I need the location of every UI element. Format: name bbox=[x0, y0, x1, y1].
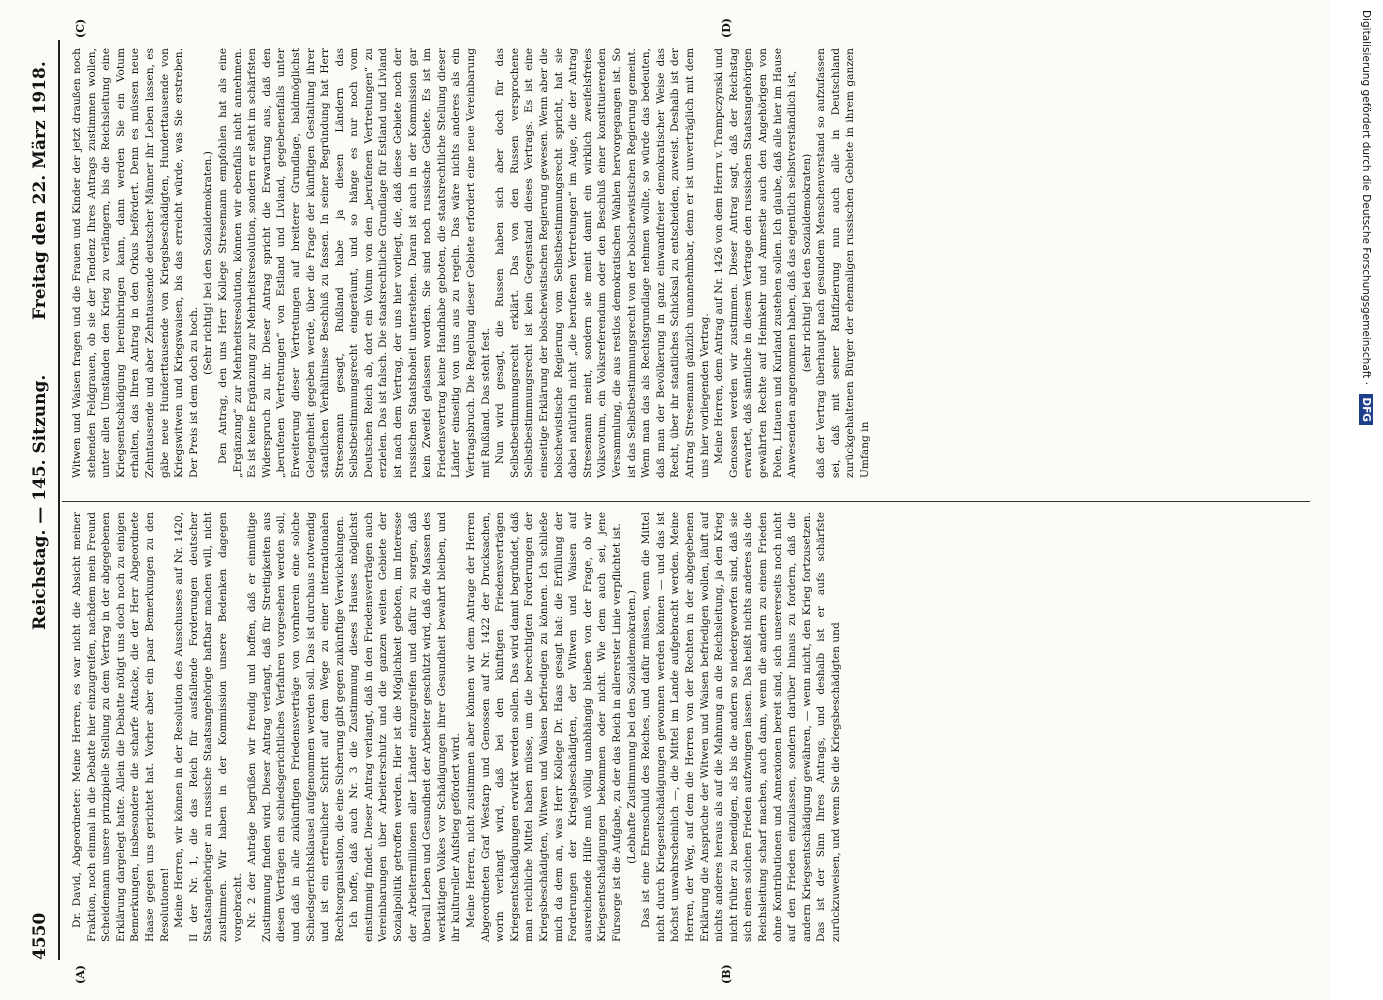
interjection: (sehr richtig! bei den Sozialdemokraten) bbox=[800, 153, 813, 373]
paragraph: Meine Herren, dem Antrag auf Nr. 1426 von dem Herrn v. Trampczynski und Genossen werden wir zustimmen. Dieser Antrag sagt, daß der Reichstag erwartet, daß sämtliche in diesem Vertrage den russischen Staatsangehörigen gewährten Rechte auf Heimkehr und Amnestie auch den Angehörigen von Polen, Litauen und Kurland zustehen sollen. Ich glaube, daß alle hier im Hause Anwesenden angenommen haben, daß das eigentlich selbstverständlich ist, bbox=[713, 48, 799, 478]
dfg-logo: DFG bbox=[1359, 394, 1373, 425]
interjection: (Lebhafte Zustimmung bei den Sozialdemokraten.) bbox=[625, 590, 638, 864]
marker-b: (B) bbox=[720, 964, 733, 984]
session-date: Freitag den 22. März 1918. bbox=[30, 61, 50, 320]
marker-c: (C) bbox=[74, 18, 87, 38]
interjection: (Sehr richtig! bei den Sozialdemokraten.) bbox=[202, 151, 215, 375]
page-header bbox=[30, 40, 60, 960]
marker-a: (A) bbox=[74, 965, 87, 984]
paragraph: Ich hoffe, daß auch Nr. 3 die Zustimmung dieses Hauses möglichst einstimmig findet. Dieser Antrag verlangt, daß in den Friedensverträgen auch Vereinbarungen über Arbeiterschutz und die ganzen weiten Gebiete der Sozialpolitik getroffen werden. Hier ist die Möglichkeit geboten, im Interesse der Arbeitermillionen aller Länder einzugreifen und dafür zu sorgen, daß überall Leben und Gesundheit der Arbeiter geschützt wird, daß die Massen des werktätigen Volkes vor Schädigungen ihrer Gesundheit bewahrt bleiben, und ihr kultureller Aufstieg gefördert wird. bbox=[348, 512, 463, 942]
paragraph: daß der Vertrag überhaupt nach gesundem Menschenverstand so aufzufassen sei, daß mit seiner Ratifizierung nun auch alle in Deutschland zurückgehaltenen Bürger der ehemaligen russischen Gebiete in ihrem ganzen Umfang in bbox=[815, 48, 872, 478]
digitization-credit bbox=[1354, 10, 1378, 990]
paragraph: Dr. David, Abgeordneter: Meine Herren, es war nicht die Absicht meiner Fraktion, noch einmal in die Debatte hier einzugreifen, nachdem mein Freund Scheidemann unsere prinzipielle Stellung zu dem Vertrag in der abgegebenen Erklärung dargelegt hatte. Allein die Debatte nötigt uns doch noch zu einigen Bemerkungen, insbesondere die scharfe Attacke, die der Herr Abgeordnete Haase gegen uns gerichtet hat. Vorher aber ein paar Bemerkungen zu den Resolutionen! bbox=[71, 512, 171, 942]
paragraph: Meine Herren, wir können in der Resolution des Ausschusses auf Nr. 1420, II der Nr. 1, die das Reich für ausfallende Forderungen deutscher Staatsangehöriger an russische Staatsangehörige haftbar machen will, nicht zustimmen. Wir haben in der Kommission unsere Bedenken dagegen vorgebracht. bbox=[173, 512, 244, 942]
left-column bbox=[70, 512, 1300, 942]
marker-d: (D) bbox=[720, 18, 733, 38]
paragraph: Nun wird gesagt, die Russen haben sich aber doch für das Selbstbestimmungsrecht erklärt. Das von den Russen versprochene Selbstbestimmungsrecht ist kein Gegenstand dieses Vertrags. Es ist eine einseitige Erklärung der bolschewistischen Regierung gewesen. Wenn aber die bolschewistische Regierung vom Selbstbestimmungsrecht spricht, hat sie dabei natürlich nicht „die berufenen Vertretungen“ im Auge, die der Antrag Stresemann meint, sondern sie meint damit ein wirklich zweifelsfreies Volksvotum, ein Volksreferendum oder den Beschluß einer konstituierenden Versammlung, die aus restlos demokratischen Wahlen hervorgegangen ist. So ist das Selbstbestimmungsrecht von der bolschewistischen Regierung gemeint. Wenn man das als Rechtsgrundlage nehmen wollte, so würde das bedeuten, daß man der Bevölkerung in ganz einwandfreier demokratischer Weise das Recht, über ihr staatliches Schicksal zu entscheiden, zuweist. Deshalb ist der Antrag Stresemann gänzlich unannehmbar, denn er ist unverträglich mit dem uns hier vorliegenden Vertrag. bbox=[494, 48, 711, 478]
paragraph: Witwen und Waisen fragen und die Frauen und Kinder der jetzt draußen noch stehenden Feldgrauen, ob sie der Tendenz Ihres Antrags zustimmen wollen, unter allen Umständen den Krieg zu verlängern, bis die Reichsleitung eine Kriegsentschädigung hereinbringen kann, dann werden Sie ein Votum erhalten, das Ihren Antrag in den Orkus befördert. Denn es müssen neue Zehntausende und aber Zehntausende deutscher Männer ihr Leben lassen, es gäbe neue Hunderttausende von Kriegsbeschädigten, Hunderttausende von Kriegswitwen und Kriegswaisen, bis das erreicht würde, was Sie erstreben. Der Preis ist dem doch zu hoch. bbox=[71, 48, 200, 478]
credit-text: Digitalisierung gefördert durch die Deutsche Forschungsgemeinschaft · bbox=[1360, 10, 1372, 386]
paragraph: Das ist eine Ehrenschuld des Reiches, und dafür müssen, wenn die Mittel nicht durch Kriegsentschädigungen gewonnen werden können — und das ist höchst unwahrscheinlich —, die Mittel im Lande aufgebracht werden. Meine Herren, der Weg, auf dem die Herren von der Rechten in der abgegebenen Erklärung die Ansprüche der Witwen und Waisen befriedigen wollen, läuft auf nichts anderes heraus als auf die Mahnung an die Reichsleitung, ja den Krieg nicht früher zu beendigen, als bis die andern so niedergeworfen sind, daß sie sich einen solchen Frieden aufzwingen lassen. Das heißt nichts anderes als die Reichsleitung scharf machen, auch dann, wenn die andern zu einem Frieden ohne Kontributionen und Annexionen bereit sind, sich unsererseits noch nicht auf den Frieden einzulassen, sondern darüber hinaus zu fordern, daß die andern Kriegsentschädigung gewähren, — wenn nicht, den Krieg fortzusetzen. Das ist der Sinn Ihres Antrags, und deshalb ist er aufs schärfste zurückzuweisen, und wenn Sie die Kriegsbeschädigten und bbox=[640, 512, 842, 942]
paragraph: Meine Herren, nicht zustimmen aber können wir dem Antrage der Herren Abgeordneten Graf Westarp und Genossen auf Nr. 1422 der Drucksachen, worin verlangt wird, daß bei den künftigen Friedensverträgen Kriegsentschädigungen erwirkt werden sollen. Das wird damit begründet, daß man reichliche Mittel haben müsse, um die berechtigten Forderungen der Kriegsbeschädigten, Witwen und Waisen befriedigen zu können. Ich schließe mich da dem an, was Herr Kollege Dr. Haas gesagt hat: die Erfüllung der Forderungen der Kriegsbeschädigten, der Witwen und Waisen auf ausreichende Hilfe muß völlig unabhängig bleiben von der Frage, ob wir Kriegsentschädigungen bekommen oder nicht. Wie dem auch sei, jene Fürsorge ist die Aufgabe, zu der das Reich in allererster Linie verpflichtet ist. bbox=[465, 512, 623, 942]
session-title: Reichstag. — 145. Sitzung. bbox=[30, 374, 50, 630]
paragraph: Den Antrag, den uns Herr Kollege Stresemann empfohlen hat als eine „Ergänzung“ zur Mehrheitsresolution, können wir ebenfalls nicht annehmen. Es ist keine Ergänzung zur Mehrheitsresolution, sondern er steht im schärfsten Widerspruch zu ihr. Dieser Antrag spricht die Erwartung aus, daß den „berufenen Vertretungen“ von Estland und Livland, gegebenenfalls unter Erweiterung dieser Vertretungen auf breiterer Grundlage, baldmöglichst Gelegenheit gegeben werde, über die Frage der künftigen Gestaltung ihrer staatlichen Verhältnisse Beschluß zu fassen. In seiner Begründung hat Herr Stresemann gesagt, Rußland habe ja diesen Ländern das Selbstbestimmungsrecht eingeräumt, und so hänge es nur noch vom Deutschen Reich ab, dort ein Votum von den „berufenen Vertretungen“ zu erzielen. Das ist falsch. Die staatsrechtliche Grundlage für Estland und Livland ist nach dem Vertrag, der uns hier vorliegt, die, daß diese Gebiete noch der russischen Staatshoheit unterstehen. Daran ist auch in der Kommission gar kein Zweifel gelassen worden. Sie sind noch russische Gebiete. Es ist im Friedensvertrag keine Handhabe geboten, die staatsrechtliche Stellung dieser Länder einseitig von uns aus zu regeln. Das wäre nichts anderes als ein Vertragsbruch. Die Regelung dieser Gebiete erfordert eine neue Vereinbarung mit Rußland. Das steht fest. bbox=[216, 48, 492, 478]
header-rule bbox=[58, 40, 60, 960]
paragraph: Nr. 2 der Anträge begrüßen wir freudig und hoffen, daß er einmütige Zustimmung finden wird. Dieser Antrag verlangt, daß für Streitigkeiten aus diesen Verträgen ein schiedsgerichtliches Verfahren vorgesehen werden soll, und daß in alle zukünftigen Friedensverträge von vornherein eine solche Schiedsgerichtsklausel aufgenommen werden soll. Das ist durchaus notwendig und ist ein erfreulicher Schritt auf dem Wege zu einer internationalen Rechtsorganisation, die eine Sicherung gibt gegen zukünftige Verwickelungen. bbox=[246, 512, 346, 942]
page-number: 4550 bbox=[30, 912, 50, 960]
right-column bbox=[70, 48, 1300, 478]
column-divider bbox=[62, 501, 1310, 502]
